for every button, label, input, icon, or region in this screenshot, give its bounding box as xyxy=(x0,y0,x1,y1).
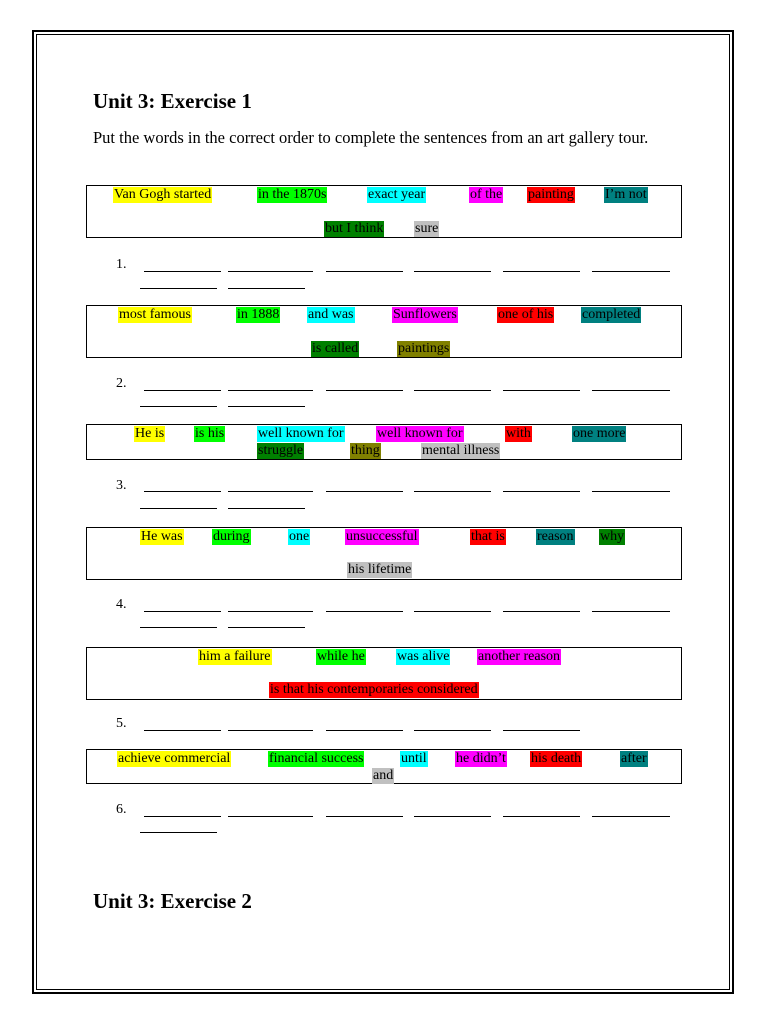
word-tile[interactable]: in the 1870s xyxy=(258,187,327,202)
answer-line[interactable] xyxy=(326,491,403,492)
answer-line[interactable] xyxy=(326,730,403,731)
instructions: Put the words in the correct order to complete the sentences from an art gallery tour. xyxy=(93,128,649,147)
word-tile[interactable]: thing xyxy=(351,443,380,458)
word-tile[interactable]: well known for xyxy=(258,426,344,441)
answer-line[interactable] xyxy=(140,288,217,289)
word-tile[interactable]: him a failure xyxy=(199,649,271,664)
answer-line[interactable] xyxy=(592,491,670,492)
item-number: 2. xyxy=(116,376,127,391)
word-tile[interactable]: is that his contemporaries considered xyxy=(270,682,478,697)
word-tile[interactable]: and was xyxy=(308,307,354,322)
answer-line[interactable] xyxy=(144,271,221,272)
answer-line[interactable] xyxy=(326,390,403,391)
answer-line[interactable] xyxy=(228,627,305,628)
word-tile[interactable]: in 1888 xyxy=(237,307,280,322)
word-tile[interactable]: sure xyxy=(415,221,439,236)
word-tile[interactable]: He was xyxy=(141,529,183,544)
word-tile[interactable]: is called xyxy=(312,341,359,356)
word-tile[interactable]: unsuccessful xyxy=(346,529,418,544)
item-number: 4. xyxy=(116,597,127,612)
answer-line[interactable] xyxy=(414,816,491,817)
answer-line[interactable] xyxy=(228,816,313,817)
answer-line[interactable] xyxy=(414,271,491,272)
word-tile[interactable]: with xyxy=(506,426,531,441)
answer-line[interactable] xyxy=(228,611,313,612)
answer-line[interactable] xyxy=(144,816,221,817)
word-tile[interactable]: mental illness xyxy=(422,443,500,458)
word-tile[interactable]: he didn’t xyxy=(456,751,506,766)
word-tile[interactable]: I’m not xyxy=(605,187,647,202)
answer-line[interactable] xyxy=(592,611,670,612)
answer-line[interactable] xyxy=(140,627,217,628)
answer-line[interactable] xyxy=(144,730,221,731)
word-tile[interactable]: well known for xyxy=(377,426,463,441)
answer-line[interactable] xyxy=(228,406,305,407)
word-tile[interactable]: achieve commercial xyxy=(118,751,231,766)
answer-line[interactable] xyxy=(414,611,491,612)
word-tile[interactable]: He is xyxy=(135,426,165,441)
exercise-1-heading: Unit 3: Exercise 1 xyxy=(93,89,252,113)
answer-line[interactable] xyxy=(228,508,305,509)
answer-line[interactable] xyxy=(592,816,670,817)
answer-line[interactable] xyxy=(503,730,580,731)
answer-line[interactable] xyxy=(144,491,221,492)
answer-line[interactable] xyxy=(326,611,403,612)
word-tile[interactable]: Van Gogh started xyxy=(114,187,212,202)
word-tile[interactable]: until xyxy=(401,751,427,766)
answer-line[interactable] xyxy=(228,390,313,391)
answer-line[interactable] xyxy=(140,406,217,407)
word-tile[interactable]: is his xyxy=(195,426,225,441)
word-tile[interactable]: another reason xyxy=(478,649,561,664)
word-tile[interactable]: but I think xyxy=(325,221,384,236)
answer-line[interactable] xyxy=(414,491,491,492)
answer-line[interactable] xyxy=(140,508,217,509)
word-tile[interactable]: and xyxy=(373,768,394,783)
word-tile[interactable]: one more xyxy=(573,426,626,441)
word-tile[interactable]: his death xyxy=(531,751,582,766)
exercise-2-heading: Unit 3: Exercise 2 xyxy=(93,889,252,913)
answer-line[interactable] xyxy=(414,390,491,391)
word-tile[interactable]: was alive xyxy=(397,649,450,664)
answer-line[interactable] xyxy=(228,491,313,492)
answer-line[interactable] xyxy=(503,390,580,391)
answer-line[interactable] xyxy=(503,271,580,272)
word-tile[interactable]: completed xyxy=(582,307,641,322)
word-tile[interactable]: exact year xyxy=(368,187,426,202)
item-number: 5. xyxy=(116,716,127,731)
answer-line[interactable] xyxy=(228,271,313,272)
answer-line[interactable] xyxy=(228,288,305,289)
item-number: 1. xyxy=(116,257,127,272)
word-tile[interactable]: paintings xyxy=(398,341,450,356)
answer-line[interactable] xyxy=(592,271,670,272)
answer-line[interactable] xyxy=(414,730,491,731)
word-tile[interactable]: most famous xyxy=(119,307,191,322)
word-tile[interactable]: financial success xyxy=(269,751,364,766)
page-border-inner xyxy=(36,34,730,990)
answer-line[interactable] xyxy=(326,816,403,817)
word-tile[interactable]: one of his xyxy=(498,307,554,322)
answer-line[interactable] xyxy=(144,611,221,612)
word-tile[interactable]: painting xyxy=(528,187,574,202)
answer-line[interactable] xyxy=(144,390,221,391)
answer-line[interactable] xyxy=(503,491,580,492)
word-tile[interactable]: of the xyxy=(470,187,503,202)
item-number: 3. xyxy=(116,478,127,493)
word-tile[interactable]: during xyxy=(213,529,250,544)
answer-line[interactable] xyxy=(326,271,403,272)
word-tile[interactable]: while he xyxy=(317,649,365,664)
word-tile[interactable]: his lifetime xyxy=(348,562,412,577)
item-number: 6. xyxy=(116,802,127,817)
answer-line[interactable] xyxy=(228,730,313,731)
word-tile[interactable]: Sunflowers xyxy=(393,307,457,322)
word-tile[interactable]: struggle xyxy=(258,443,304,458)
word-tile[interactable]: one xyxy=(289,529,310,544)
answer-line[interactable] xyxy=(503,816,580,817)
word-tile[interactable]: reason xyxy=(537,529,574,544)
word-tile[interactable]: that is xyxy=(471,529,505,544)
answer-line[interactable] xyxy=(140,832,217,833)
word-tile[interactable]: after xyxy=(621,751,647,766)
word-tile[interactable]: why xyxy=(600,529,625,544)
answer-line[interactable] xyxy=(592,390,670,391)
answer-line[interactable] xyxy=(503,611,580,612)
